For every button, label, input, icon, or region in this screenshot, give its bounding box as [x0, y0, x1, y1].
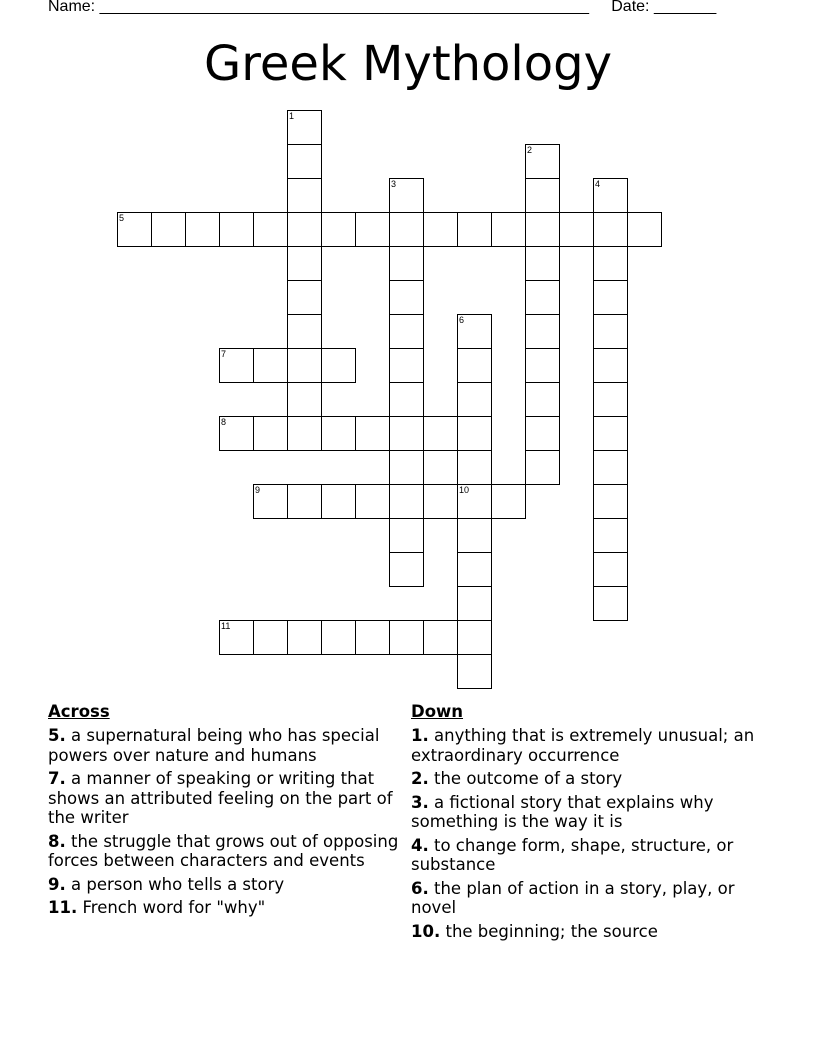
- clue-number: 11: [221, 621, 231, 631]
- crossword-cell[interactable]: [287, 484, 322, 519]
- crossword-cell[interactable]: [457, 620, 492, 655]
- crossword-cell[interactable]: [593, 518, 628, 553]
- clue-down-1: 1. anything that is extremely unusual; an extraordinary occurrence: [411, 726, 755, 765]
- crossword-cell[interactable]: [287, 110, 322, 145]
- crossword-cell[interactable]: [423, 416, 458, 451]
- name-date-line: [48, 0, 716, 16]
- crossword-cell[interactable]: [287, 212, 322, 247]
- crossword-cell[interactable]: [491, 484, 526, 519]
- crossword-cell[interactable]: [423, 620, 458, 655]
- crossword-cell[interactable]: [457, 586, 492, 621]
- crossword-cell[interactable]: [219, 348, 254, 383]
- crossword-cell[interactable]: [355, 416, 390, 451]
- crossword-cell[interactable]: [423, 484, 458, 519]
- clue-number: 6: [459, 315, 465, 325]
- crossword-cell[interactable]: [525, 416, 560, 451]
- crossword-cell[interactable]: [559, 212, 594, 247]
- date-label: Date:: [611, 0, 650, 15]
- crossword-cell[interactable]: [321, 416, 356, 451]
- clue-across-5: 5. a supernatural being who has special powers over nature and humans: [48, 726, 380, 765]
- clue-down-3: 3. a fictional story that explains why something is the way it is: [411, 792, 714, 831]
- crossword-cell[interactable]: [593, 552, 628, 587]
- crossword-cell[interactable]: [253, 212, 288, 247]
- crossword-cell[interactable]: [457, 518, 492, 553]
- crossword-cell[interactable]: [253, 620, 288, 655]
- crossword-cell[interactable]: [389, 246, 424, 281]
- crossword-cell[interactable]: [253, 484, 288, 519]
- crossword-cell[interactable]: [287, 620, 322, 655]
- crossword-cell[interactable]: [593, 280, 628, 315]
- crossword-cell[interactable]: [593, 348, 628, 383]
- crossword-cell[interactable]: [627, 212, 662, 247]
- crossword-cell[interactable]: [389, 518, 424, 553]
- clue-across-11: 11. French word for "why": [48, 898, 266, 917]
- crossword-cell[interactable]: [185, 212, 220, 247]
- across-clues: [48, 702, 403, 922]
- crossword-cell[interactable]: [389, 484, 424, 519]
- crossword-cell[interactable]: [593, 178, 628, 213]
- crossword-cell[interactable]: [525, 382, 560, 417]
- crossword-cell[interactable]: [457, 212, 492, 247]
- crossword-cell[interactable]: [457, 450, 492, 485]
- clue-number: 10: [459, 485, 470, 495]
- clue-across-7: 7. a manner of speaking or writing that shows an attributed feeling on the part of the writer: [48, 769, 393, 827]
- crossword-cell[interactable]: [525, 212, 560, 247]
- crossword-cell[interactable]: [593, 382, 628, 417]
- crossword-cell[interactable]: [457, 416, 492, 451]
- clue-down-10: 10. the beginning; the source: [411, 921, 658, 941]
- clue-number: 2: [527, 145, 533, 155]
- crossword-cell[interactable]: [287, 314, 322, 349]
- crossword-cell[interactable]: [219, 212, 254, 247]
- crossword-cell[interactable]: [321, 620, 356, 655]
- crossword-cell[interactable]: [457, 348, 492, 383]
- crossword-cell[interactable]: [219, 620, 254, 655]
- crossword-cell[interactable]: [593, 416, 628, 451]
- crossword-cell[interactable]: [321, 484, 356, 519]
- crossword-cell[interactable]: [457, 552, 492, 587]
- crossword-cell[interactable]: [321, 212, 356, 247]
- crossword-cell[interactable]: [355, 620, 390, 655]
- crossword-cell[interactable]: [389, 348, 424, 383]
- crossword-cell[interactable]: [355, 212, 390, 247]
- crossword-cell[interactable]: [321, 348, 356, 383]
- crossword-cell[interactable]: [389, 280, 424, 315]
- crossword-cell[interactable]: [457, 654, 492, 689]
- crossword-cell[interactable]: [355, 484, 390, 519]
- down-heading: Down: [411, 702, 464, 721]
- crossword-cell[interactable]: [593, 246, 628, 281]
- crossword-cell[interactable]: [253, 348, 288, 383]
- crossword-cell[interactable]: [219, 416, 254, 451]
- clue-down-4: 4. to change form, shape, structure, or substance: [411, 835, 734, 874]
- down-clues: [411, 702, 771, 945]
- clue-down-2: 2. the outcome of a story: [411, 769, 623, 788]
- crossword-cell[interactable]: [593, 314, 628, 349]
- crossword-cell[interactable]: [151, 212, 186, 247]
- crossword-cell[interactable]: [389, 314, 424, 349]
- clue-number: 5: [119, 213, 125, 223]
- crossword-cell[interactable]: [525, 144, 560, 179]
- crossword-cell[interactable]: [457, 382, 492, 417]
- crossword-cell[interactable]: [525, 314, 560, 349]
- name-label: Name:: [48, 0, 96, 15]
- crossword-cell[interactable]: [287, 178, 322, 213]
- crossword-cell[interactable]: [593, 484, 628, 519]
- crossword-cell[interactable]: [287, 280, 322, 315]
- crossword-cell[interactable]: [593, 586, 628, 621]
- crossword-cell[interactable]: [253, 416, 288, 451]
- crossword-cell[interactable]: [287, 246, 322, 281]
- clue-number: 8: [221, 417, 227, 427]
- crossword-cell[interactable]: [525, 280, 560, 315]
- crossword-cell[interactable]: [389, 416, 424, 451]
- crossword-cell[interactable]: [117, 212, 152, 247]
- crossword-cell[interactable]: [593, 450, 628, 485]
- date-blank[interactable]: _______: [653, 0, 717, 15]
- crossword-cell[interactable]: [389, 382, 424, 417]
- crossword-cell[interactable]: [423, 212, 458, 247]
- crossword-cell[interactable]: [389, 212, 424, 247]
- crossword-cell[interactable]: [491, 212, 526, 247]
- crossword-cell[interactable]: [457, 314, 492, 349]
- clue-down-6: 6. the plan of action in a story, play, or novel: [411, 878, 735, 917]
- clue-number: 3: [391, 179, 397, 189]
- page-title: Greek Mythology: [204, 36, 612, 92]
- crossword-cell[interactable]: [525, 246, 560, 281]
- crossword-cell[interactable]: [457, 484, 492, 519]
- crossword-cell[interactable]: [389, 552, 424, 587]
- crossword-cell[interactable]: [593, 212, 628, 247]
- clue-number: 1: [289, 111, 295, 121]
- crossword-cell[interactable]: [525, 178, 560, 213]
- clue-number: 4: [595, 179, 601, 189]
- crossword-cell[interactable]: [389, 450, 424, 485]
- name-blank[interactable]: _______________________________________________________: [99, 0, 589, 15]
- crossword-cell[interactable]: [525, 348, 560, 383]
- crossword-cell[interactable]: [287, 348, 322, 383]
- across-heading: Across: [48, 702, 110, 721]
- clue-across-9: 9. a person who tells a story: [48, 874, 285, 894]
- crossword-cell[interactable]: [389, 620, 424, 655]
- clue-number: 7: [221, 349, 227, 359]
- crossword-cell[interactable]: [389, 178, 424, 213]
- crossword-cell[interactable]: [525, 450, 560, 485]
- clue-across-8: 8. the struggle that grows out of opposing forces between characters and events: [48, 831, 399, 870]
- crossword-cell[interactable]: [287, 416, 322, 451]
- crossword-cell[interactable]: [287, 144, 322, 179]
- crossword-cell[interactable]: [287, 382, 322, 417]
- clue-number: 9: [255, 485, 261, 495]
